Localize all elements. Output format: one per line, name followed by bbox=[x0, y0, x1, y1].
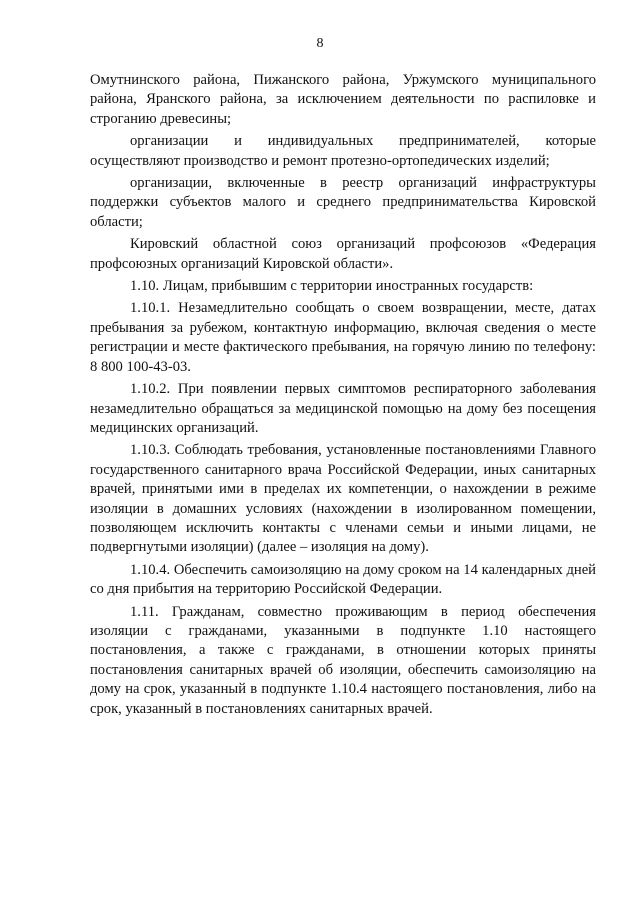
paragraph-1-10-1: 1.10.1. Незамедлительно сообщать о своем возвращении, месте, датах пребывания за рубежом, контактную информацию, включая сведения о месте регистрации и месте фактического пребывания, на горячую линию по телефону: 8 800 100-43-03. bbox=[90, 300, 596, 375]
paragraph-1-10-2: 1.10.2. При появлении первых симптомов респираторного заболевания незамедлительно обращаться за медицинской помощью на дому без посещения медицинских организаций. bbox=[90, 381, 596, 436]
paragraph-infrastructure-registry: организации, включенные в реестр организаций инфраструктуры поддержки субъектов малого и среднего предпринимательства Кировской области; bbox=[90, 175, 596, 230]
document-body bbox=[90, 71, 596, 722]
paragraph-continuation: Омутнинского района, Пижанского района, Уржумского муниципального района, Яранского района, за исключением деятельности по распиловке и строганию древесины; bbox=[90, 72, 596, 127]
paragraph-1-10-4: 1.10.4. Обеспечить самоизоляцию на дому сроком на 14 календарных дней со дня прибытия на территорию Российской Федерации. bbox=[90, 561, 596, 598]
paragraph-trade-union: Кировский областной союз организаций профсоюзов «Федерация профсоюзных организаций Кировской области». bbox=[90, 236, 596, 272]
paragraph-1-10: 1.10. Лицам, прибывшим с территории иностранных государств: bbox=[130, 278, 534, 295]
page-number: 8 bbox=[316, 36, 324, 51]
paragraph-1-10-3: 1.10.3. Соблюдать требования, установленные постановлениями Главного государственного санитарного врача Российской Федерации, иных санитарных врачей, принятыми ими в пределах их компетенции, о нахождении в режиме изоляции в домашних условиях (нахождении в изолированном помещении, позволяющем исключить контакты с членами семьи и иными лицами, не подвергнутыми изоляции) (далее – изоляция на дому). bbox=[90, 442, 596, 556]
paragraph-1-11: 1.11. Гражданам, совместно проживающим в период обеспечения изоляции с гражданами, указанными в подпункте 1.10 настоящего постановления, а также с гражданами, в отношении которых приняты постановления санитарных врачей об изоляции, обеспечить самоизоляцию на дому на срок, указанный в подпункте 1.10.4 настоящего постановления, либо на срок, указанный в постановлениях санитарных врачей. bbox=[90, 603, 596, 717]
paragraph-prosthetics: организации и индивидуальных предпринимателей, которые осуществляют производство и ремонт протезно-ортопедических изделий; bbox=[90, 133, 596, 169]
